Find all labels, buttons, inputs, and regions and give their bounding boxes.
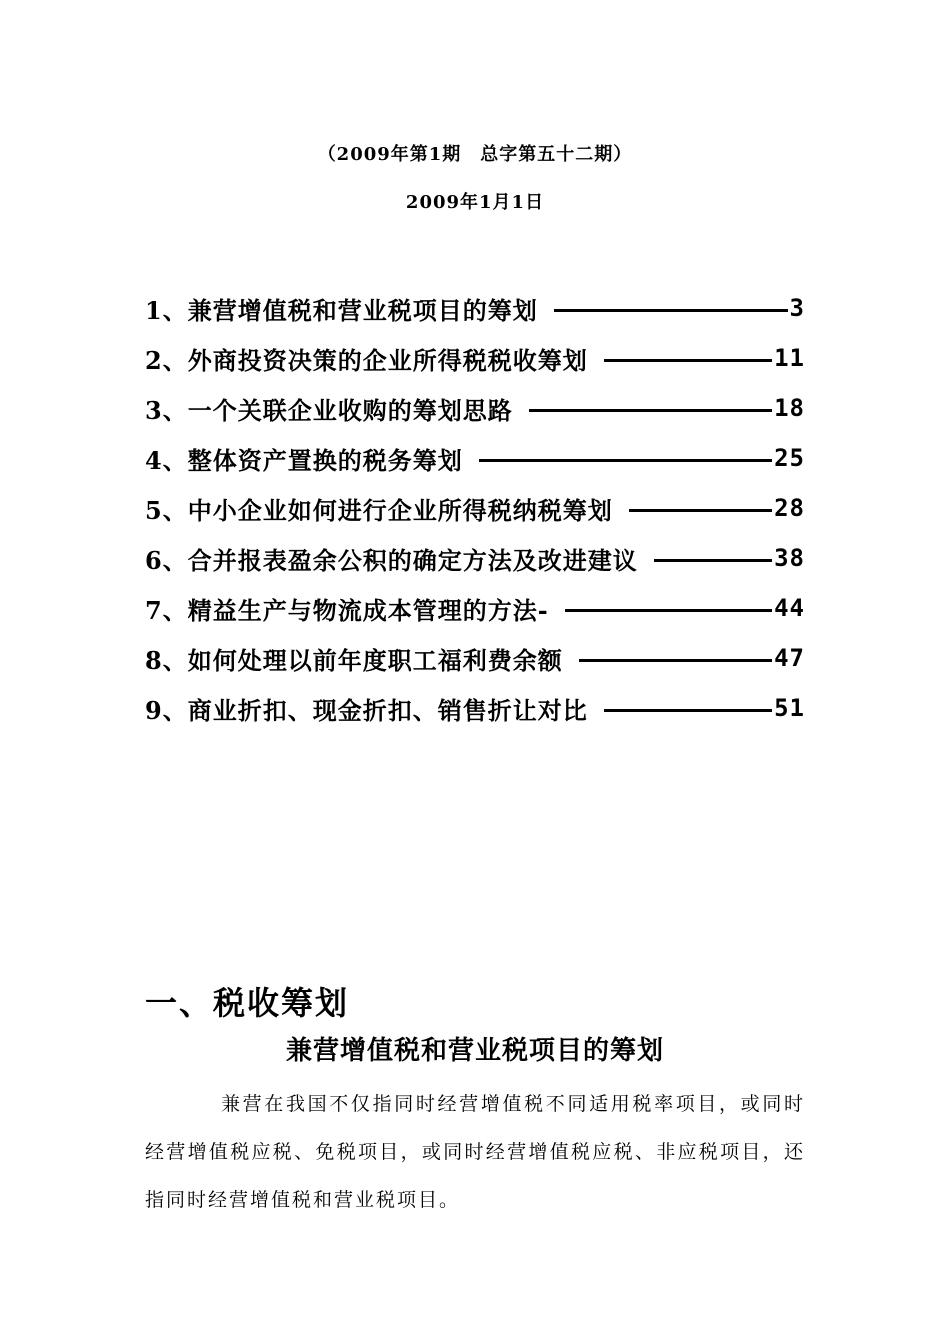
toc-entry-page: 18 bbox=[774, 394, 805, 422]
toc-entry[interactable] bbox=[145, 483, 805, 533]
toc-leader-line bbox=[565, 609, 772, 612]
toc-entry-title: 1、兼营增值税和营业税项目的筹划 bbox=[145, 295, 538, 325]
toc-leader-line bbox=[604, 709, 772, 712]
toc-entry-title: 2、外商投资决策的企业所得税税收筹划 bbox=[145, 345, 588, 375]
toc-entry[interactable] bbox=[145, 533, 805, 583]
toc-entry[interactable] bbox=[145, 333, 805, 383]
article-title: 兼营增值税和营业税项目的筹划 bbox=[285, 1036, 664, 1066]
toc-entry-page: 11 bbox=[774, 344, 805, 372]
section-heading: 一、税收筹划 bbox=[145, 984, 350, 1022]
toc-entry-page: 38 bbox=[774, 544, 805, 572]
toc-entry[interactable] bbox=[145, 433, 805, 483]
toc-leader-line bbox=[479, 459, 772, 462]
issue-date: 2009年1月1日 bbox=[405, 192, 545, 213]
toc-entry-page: 51 bbox=[774, 694, 805, 722]
toc-entry[interactable] bbox=[145, 583, 805, 633]
toc-entry[interactable] bbox=[145, 283, 805, 333]
toc-entry-page: 44 bbox=[774, 594, 805, 622]
toc-entry-page: 28 bbox=[774, 494, 805, 522]
toc-entry-title: 3、一个关联企业收购的筹划思路 bbox=[145, 395, 513, 425]
toc-leader-line bbox=[629, 509, 772, 512]
issue-number: （2009年第1期 总字第五十二期） bbox=[317, 144, 633, 165]
toc-entry[interactable] bbox=[145, 683, 805, 733]
toc-entry-title: 5、中小企业如何进行企业所得税纳税筹划 bbox=[145, 495, 613, 525]
table-of-contents bbox=[145, 283, 805, 733]
toc-entry-page: 3 bbox=[789, 294, 805, 322]
article-paragraph: 兼营在我国不仅指同时经营增值税不同适用税率项目，或同时经营增值税应税、免税项目，或同时经营增值税应税、非应税项目，还指同时经营增值税和营业税项目。 bbox=[145, 1093, 805, 1211]
toc-entry[interactable] bbox=[145, 633, 805, 683]
toc-leader-line bbox=[604, 359, 772, 362]
toc-leader-line bbox=[554, 309, 788, 312]
toc-entry-title: 4、整体资产置换的税务筹划 bbox=[145, 445, 463, 475]
toc-entry-page: 47 bbox=[774, 644, 805, 672]
toc-entry-page: 25 bbox=[774, 444, 805, 472]
toc-entry-title: 8、如何处理以前年度职工福利费余额 bbox=[145, 645, 563, 675]
toc-leader-line bbox=[654, 559, 772, 562]
toc-leader-line bbox=[579, 659, 772, 662]
toc-entry[interactable] bbox=[145, 383, 805, 433]
toc-entry-title: 9、商业折扣、现金折扣、销售折让对比 bbox=[145, 695, 588, 725]
toc-entry-title: 6、合并报表盈余公积的确定方法及改进建议 bbox=[145, 545, 638, 575]
toc-leader-line bbox=[529, 409, 772, 412]
toc-entry-title: 7、精益生产与物流成本管理的方法- bbox=[145, 595, 549, 625]
